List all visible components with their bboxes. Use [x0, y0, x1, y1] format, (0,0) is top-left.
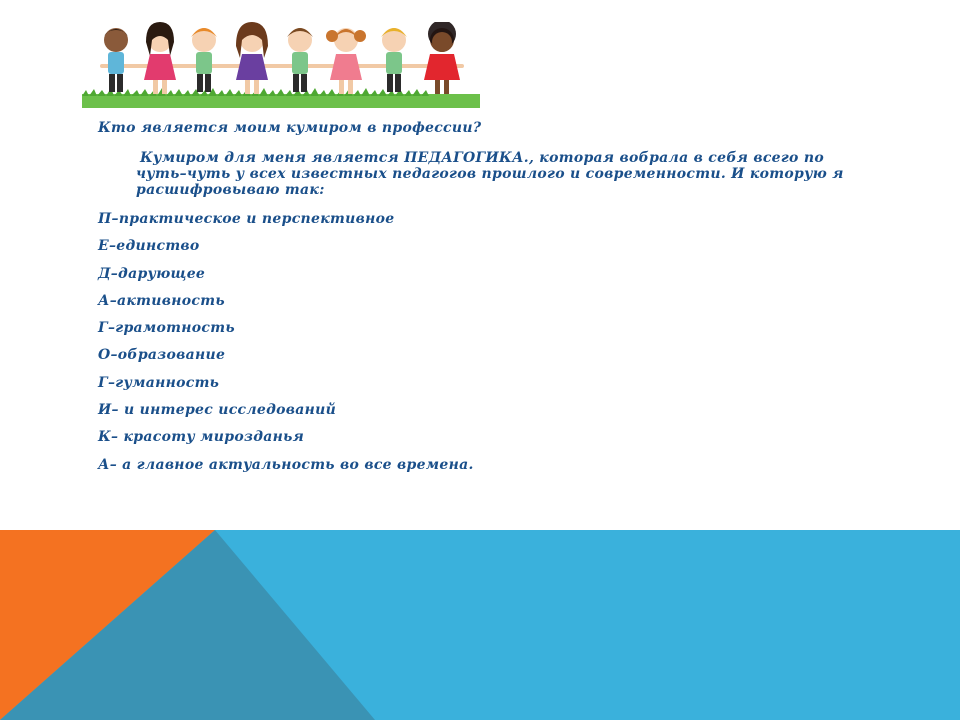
acronym-item: Г–грамотность [98, 320, 235, 337]
kid-1 [104, 28, 128, 92]
kid-2 [144, 22, 176, 94]
acronym-item: А–активность [98, 292, 225, 309]
footer-decoration [0, 530, 960, 720]
acronym-item: О–образование [98, 347, 226, 364]
grass [82, 94, 480, 108]
kid-6 [326, 28, 366, 94]
acronym-item: К– красоту мирозданья [98, 429, 305, 446]
kid-3 [191, 28, 217, 92]
acronym-list [98, 206, 878, 479]
acronym-item: И– и интерес исследований [98, 402, 337, 419]
acronym-item: П–практическое и перспективное [98, 211, 395, 227]
kid-4 [236, 22, 268, 94]
children-holding-hands-illustration [82, 22, 480, 110]
kid-7 [381, 28, 407, 92]
kid-8 [424, 22, 460, 94]
acronym-item: А– а главное актуальность во все времена. [98, 456, 474, 473]
slide-paragraph: Кумиром для меня является ПЕДАГОГИКА., которая вобрала в себя всего по чуть–чуть у всех известных педагогов прошлого и современности. И которую я расшифровываю так: [136, 150, 844, 198]
kid-5 [287, 28, 313, 92]
slide-content [98, 118, 878, 479]
acronym-item: Г–гуманность [98, 374, 220, 391]
slide-question: Кто является моим кумиром в профессии? [98, 120, 482, 136]
acronym-item: Е–единство [98, 238, 200, 255]
acronym-item: Д–дарующее [98, 265, 206, 282]
